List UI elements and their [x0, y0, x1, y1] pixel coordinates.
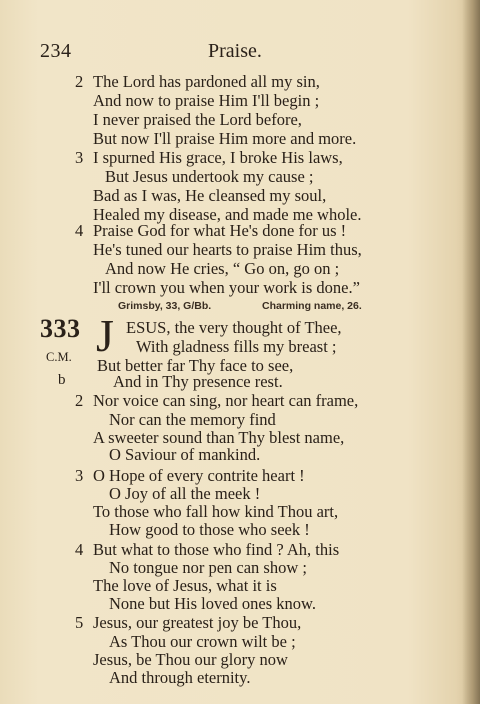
- verse-number: 2: [75, 72, 84, 91]
- verse-line: Nor can the memory find: [109, 410, 276, 429]
- verse-line: Jesus, our greatest joy be Thou,: [93, 613, 302, 632]
- verse-line: And now to praise Him I'll begin ;: [93, 91, 320, 110]
- verse-line: None but His loved ones know.: [109, 594, 316, 613]
- verse-line: Bad as I was, He cleansed my soul,: [93, 186, 327, 205]
- tune-name-left: Grimsby, 33, G/Bb.: [118, 300, 212, 312]
- verse-line: To those who fall how kind Thou art,: [93, 502, 339, 521]
- verse-line: With gladness fills my breast ;: [136, 337, 337, 356]
- verse-number: 5: [75, 613, 84, 632]
- verse-number: 3: [75, 148, 84, 167]
- hymn-key: b: [58, 372, 66, 388]
- verse-number: 3: [75, 466, 84, 485]
- verse-line: A sweeter sound than Thy blest name,: [93, 428, 345, 447]
- verse-line: I never praised the Lord before,: [93, 110, 302, 129]
- verse-number: 4: [75, 540, 84, 559]
- page-header: [40, 40, 435, 64]
- verse-line: And now He cries, “ Go on, go on ;: [105, 259, 340, 278]
- page-number: 234: [40, 40, 72, 62]
- verse-line: O Hope of every contrite heart !: [93, 466, 305, 485]
- verse-line: O Saviour of mankind.: [109, 445, 261, 464]
- verse-line: Jesus, be Thou our glory now: [93, 650, 288, 669]
- verse-line: ESUS, the very thought of Thee,: [126, 318, 342, 337]
- verse-line: But what to those who find ? Ah, this: [93, 540, 340, 559]
- verse-line: The love of Jesus, what it is: [93, 576, 277, 595]
- page-gutter-shadow: [462, 0, 480, 704]
- running-head: Praise.: [208, 40, 262, 62]
- verse-line: How good to those who seek !: [109, 520, 310, 539]
- tune-name-right: Charming name, 26.: [262, 300, 362, 312]
- verse-line: And through eternity.: [109, 668, 251, 687]
- verse-number: 4: [75, 221, 84, 240]
- tune-line: [118, 300, 418, 314]
- drop-cap: J: [96, 310, 114, 361]
- verse-line: But better far Thy face to see,: [97, 356, 294, 375]
- verse-line: I'll crown you when your work is done.”: [93, 278, 360, 297]
- verse-line: As Thou our crown wilt be ;: [109, 632, 296, 651]
- verse-line: But now I'll praise Him more and more.: [93, 129, 357, 148]
- hymn-number: 333: [40, 314, 81, 343]
- verse-line: Nor voice can sing, nor heart can frame,: [93, 391, 359, 410]
- verse-number: 2: [75, 391, 84, 410]
- verse-line: He's tuned our hearts to praise Him thus,: [93, 240, 362, 259]
- verse-line: And in Thy presence rest.: [113, 372, 283, 391]
- hymn-meter: C.M.: [46, 350, 72, 364]
- verse-line: The Lord has pardoned all my sin,: [93, 72, 320, 91]
- verse-line: But Jesus undertook my cause ;: [105, 167, 314, 186]
- verse-line: Healed my disease, and made me whole.: [93, 205, 362, 224]
- verse-line: O Joy of all the meek !: [109, 484, 261, 503]
- verse-line: I spurned His grace, I broke His laws,: [93, 148, 343, 167]
- verse-line: Praise God for what He's done for us !: [93, 221, 347, 240]
- verse-line: No tongue nor pen can show ;: [109, 558, 307, 577]
